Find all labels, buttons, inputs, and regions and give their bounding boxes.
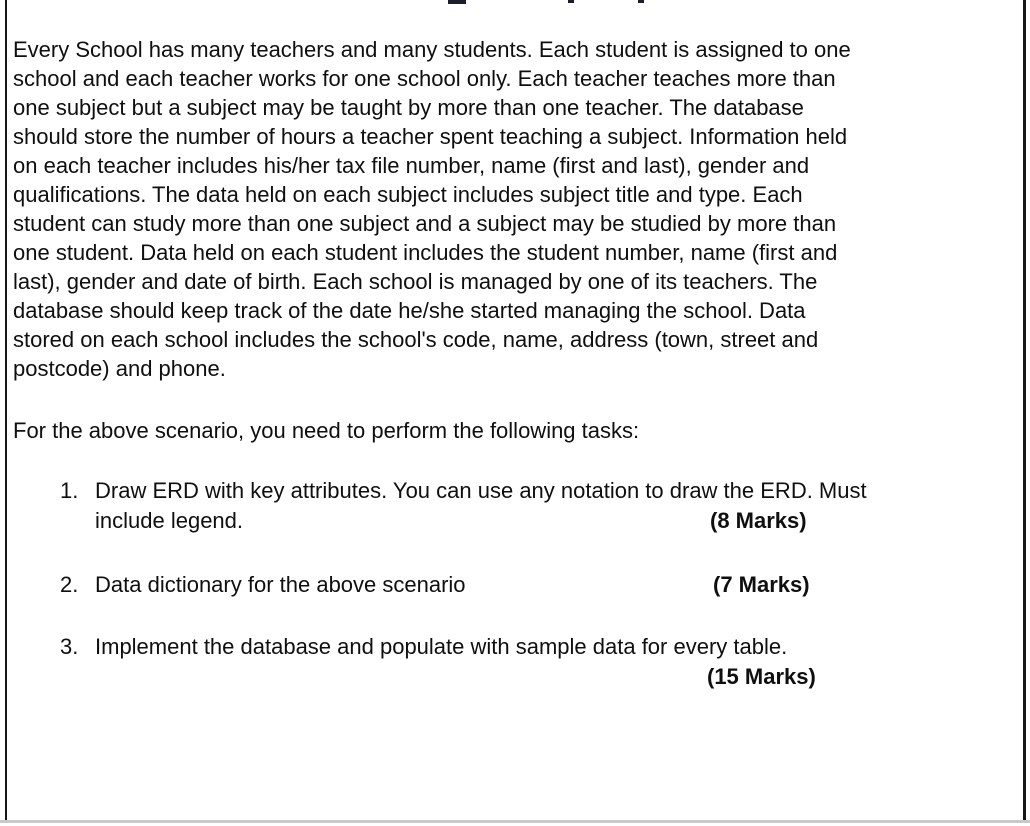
box-border-bottom [0,820,1030,823]
task-marks: (7 Marks) [713,572,810,597]
task-text-line: Data dictionary for the above scenario [95,572,466,597]
scenario-line: qualifications. The data held on each subject includes subject title and type. Each [13,182,803,207]
scenario-line: postcode) and phone. [13,356,226,381]
task-marks: (15 Marks) [707,664,816,689]
scenario-line: one student. Data held on each student includes the student number, name (first and [13,240,838,265]
task-text-line: Draw ERD with key attributes. You can use any notation to draw the ERD. Must [95,478,867,503]
scenario-line: database should keep track of the date he/she started managing the school. Data [13,298,806,323]
box-border-right [1023,0,1026,822]
task-text-line: Implement the database and populate with sample data for every table. [95,634,788,659]
task-number: 3. [60,634,79,659]
box-border-left [5,0,7,822]
scenario-line: last), gender and date of birth. Each school is managed by one of its teachers. The [13,269,818,294]
scenario-line: student can study more than one subject and a subject may be studied by more than [13,211,837,236]
scenario-line: should store the number of hours a teacher spent teaching a subject. Information held [13,124,848,149]
tasks-intro: For the above scenario, you need to perform the following tasks: [13,418,640,443]
scenario-line: school and each teacher works for one school only. Each teacher teaches more than [13,66,836,91]
task-number: 1. [60,478,79,503]
scenario-line: Every School has many teachers and many students. Each student is assigned to one [13,37,851,62]
task-number: 2. [60,572,79,597]
cutoff-heading-fragment [448,0,466,4]
cutoff-heading-fragment [568,0,574,3]
scenario-line: stored on each school includes the school's code, name, address (town, street and [13,327,819,352]
scenario-line: one subject but a subject may be taught by more than one teacher. The database [13,95,804,120]
scenario-line: on each teacher includes his/her tax file number, name (first and last), gender and [13,153,810,178]
scenario-paragraph [13,35,1013,383]
task-text-line: include legend. [95,508,244,533]
cutoff-heading-fragment [638,0,644,3]
task-marks: (8 Marks) [710,508,807,533]
